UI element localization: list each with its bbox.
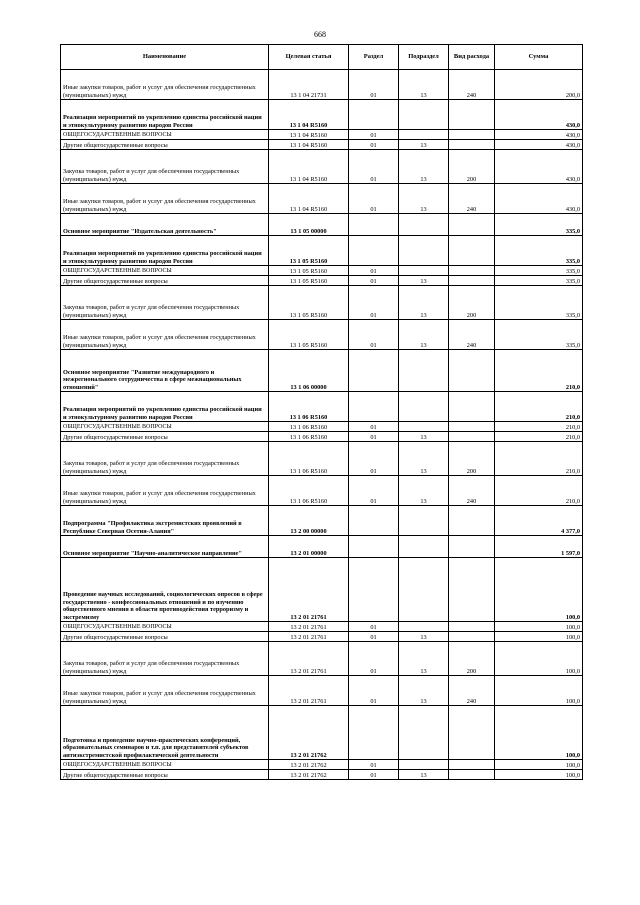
cell-sum: 210,0 [495,422,583,432]
header-row [61,45,583,70]
cell-name: Проведение научных исследований, социологических опросов в сфере государственно - конфессиональных отношений и по изучению общественного мнения в области противодействия терроризму и экстремизму [61,558,269,622]
cell-subsection [399,100,449,130]
cell-target: 13 1 05 R5160 [269,276,349,286]
column-header-sum: Сумма [495,45,583,70]
cell-section [349,558,399,622]
cell-sum: 210,0 [495,392,583,422]
cell-sum: 335,0 [495,266,583,276]
cell-section [349,214,399,236]
cell-sum: 335,0 [495,320,583,350]
table-row [61,286,583,320]
cell-sum: 430,0 [495,184,583,214]
cell-target: 13 1 06 R5160 [269,432,349,442]
cell-exp-type [449,140,495,150]
column-header-subsection: Подраздел [399,45,449,70]
cell-sum: 100,0 [495,558,583,622]
cell-target: 13 2 01 21762 [269,770,349,780]
cell-section [349,100,399,130]
cell-exp-type [449,130,495,140]
cell-name: Иные закупки товаров, работ и услуг для обеспечения государственных (муниципальных) нужд [61,476,269,506]
cell-sum: 100,0 [495,706,583,760]
table-row [61,770,583,780]
cell-exp-type [449,432,495,442]
cell-sum: 210,0 [495,476,583,506]
cell-section [349,536,399,558]
cell-target: 13 1 05 R5160 [269,320,349,350]
cell-exp-type: 240 [449,476,495,506]
cell-target: 13 2 01 21761 [269,558,349,622]
table-row [61,184,583,214]
cell-target: 13 1 05 00000 [269,214,349,236]
cell-target: 13 1 06 R5160 [269,442,349,476]
cell-exp-type [449,622,495,632]
column-header-target: Целевая статья [269,45,349,70]
table-row [61,442,583,476]
cell-exp-type [449,632,495,642]
cell-section: 01 [349,320,399,350]
cell-exp-type: 200 [449,642,495,676]
cell-section: 01 [349,622,399,632]
cell-subsection [399,392,449,422]
cell-name: Реализация мероприятий по укреплению единства российской нации и этнокультурному развитию народов России [61,236,269,266]
table-row [61,476,583,506]
cell-exp-type [449,392,495,422]
cell-exp-type [449,214,495,236]
cell-name: Другие общегосударственные вопросы [61,140,269,150]
cell-name: Иные закупки товаров, работ и услуг для обеспечения государственных (муниципальных) нужд [61,320,269,350]
cell-sum: 335,0 [495,276,583,286]
table-row [61,432,583,442]
cell-sum: 1 597,0 [495,536,583,558]
cell-section: 01 [349,476,399,506]
cell-subsection [399,558,449,622]
cell-exp-type [449,266,495,276]
cell-sum: 4 377,0 [495,506,583,536]
cell-target: 13 1 05 R5160 [269,236,349,266]
budget-table [60,44,583,780]
cell-name: Основное мероприятие "Развитие международного и межрегионального сотрудничества в сфере межнациональных отношений" [61,350,269,392]
cell-sum: 100,0 [495,770,583,780]
column-header-exp-type: Вид расхода [449,45,495,70]
table-row [61,266,583,276]
cell-subsection [399,214,449,236]
cell-subsection: 13 [399,642,449,676]
cell-section [349,506,399,536]
cell-subsection: 13 [399,632,449,642]
table-row [61,140,583,150]
cell-section: 01 [349,276,399,286]
cell-exp-type: 200 [449,442,495,476]
cell-exp-type [449,506,495,536]
cell-target: 13 1 06 00000 [269,350,349,392]
cell-target: 13 1 05 R5160 [269,286,349,320]
cell-target: 13 2 01 00000 [269,536,349,558]
cell-subsection: 13 [399,320,449,350]
table-row [61,622,583,632]
cell-exp-type [449,770,495,780]
cell-section: 01 [349,130,399,140]
cell-section: 01 [349,422,399,432]
cell-section: 01 [349,184,399,214]
cell-target: 13 1 04 R5160 [269,140,349,150]
table-row [61,236,583,266]
cell-target: 13 1 04 21731 [269,70,349,100]
cell-section [349,350,399,392]
table-row [61,706,583,760]
cell-name: Основное мероприятие "Научно-аналитическое направление" [61,536,269,558]
cell-name: Закупка товаров, работ и услуг для обеспечения государственных (муниципальных) нужд [61,286,269,320]
cell-name: Подготовка и проведение научно-практических конференций, образовательных семинаров и т.п. для представителей субъектов антиэкстремистской профилактической деятельности [61,706,269,760]
cell-name: Реализация мероприятий по укреплению единства российской нации и этнокультурному развитию народов России [61,100,269,130]
cell-name: Другие общегосударственные вопросы [61,770,269,780]
cell-target: 13 2 01 21761 [269,676,349,706]
cell-sum: 100,0 [495,622,583,632]
cell-name: Иные закупки товаров, работ и услуг для обеспечения государственных (муниципальных) нужд [61,184,269,214]
cell-exp-type [449,536,495,558]
cell-subsection [399,350,449,392]
table-row [61,642,583,676]
cell-name: Основное мероприятие "Издательская деятельность" [61,214,269,236]
table-row [61,150,583,184]
cell-subsection [399,506,449,536]
cell-section: 01 [349,632,399,642]
cell-sum: 430,0 [495,130,583,140]
cell-target: 13 1 04 R5160 [269,130,349,140]
column-header-name: Наименование [61,45,269,70]
cell-sum: 100,0 [495,632,583,642]
cell-subsection: 13 [399,676,449,706]
cell-section [349,706,399,760]
cell-section: 01 [349,642,399,676]
cell-subsection: 13 [399,276,449,286]
cell-name: Иные закупки товаров, работ и услуг для обеспечения государственных (муниципальных) нужд [61,676,269,706]
cell-section: 01 [349,266,399,276]
cell-exp-type: 200 [449,150,495,184]
table-row [61,350,583,392]
cell-target: 13 2 01 21761 [269,622,349,632]
page-number: 668 [314,30,326,39]
cell-sum: 100,0 [495,642,583,676]
cell-subsection: 13 [399,150,449,184]
cell-target: 13 1 06 R5160 [269,422,349,432]
cell-exp-type: 240 [449,676,495,706]
cell-section: 01 [349,286,399,320]
cell-sum: 210,0 [495,350,583,392]
cell-exp-type: 240 [449,70,495,100]
cell-name: Реализация мероприятий по укреплению единства российской нации и этнокультурному развитию народов России [61,392,269,422]
cell-exp-type [449,236,495,266]
cell-sum: 430,0 [495,140,583,150]
cell-sum: 430,0 [495,150,583,184]
cell-sum: 100,0 [495,676,583,706]
cell-target: 13 1 06 R5160 [269,476,349,506]
cell-subsection: 13 [399,476,449,506]
cell-subsection: 13 [399,770,449,780]
cell-exp-type [449,350,495,392]
cell-sum: 200,0 [495,70,583,100]
table-row [61,536,583,558]
cell-section: 01 [349,770,399,780]
cell-target: 13 2 01 21761 [269,632,349,642]
cell-name: ОБЩЕГОСУДАРСТВЕННЫЕ ВОПРОСЫ [61,760,269,770]
table-row [61,676,583,706]
cell-sum: 335,0 [495,236,583,266]
table-body [61,70,583,780]
cell-section: 01 [349,442,399,476]
cell-subsection [399,536,449,558]
cell-subsection [399,622,449,632]
cell-sum: 210,0 [495,442,583,476]
cell-section: 01 [349,140,399,150]
table-row [61,214,583,236]
cell-section: 01 [349,432,399,442]
cell-name: Иные закупки товаров, работ и услуг для обеспечения государственных (муниципальных) нужд [61,70,269,100]
cell-section: 01 [349,676,399,706]
cell-exp-type [449,706,495,760]
cell-name: Закупка товаров, работ и услуг для обеспечения государственных (муниципальных) нужд [61,642,269,676]
table-row [61,100,583,130]
column-header-section: Раздел [349,45,399,70]
cell-sum: 100,0 [495,760,583,770]
cell-subsection: 13 [399,442,449,476]
table-row [61,558,583,622]
cell-subsection: 13 [399,286,449,320]
cell-exp-type: 240 [449,184,495,214]
cell-target: 13 1 04 R5160 [269,100,349,130]
cell-target: 13 2 01 21761 [269,642,349,676]
cell-exp-type: 200 [449,286,495,320]
cell-sum: 430,0 [495,100,583,130]
table-row [61,392,583,422]
cell-section: 01 [349,760,399,770]
cell-subsection [399,422,449,432]
table-row [61,760,583,770]
cell-target: 13 2 01 21762 [269,760,349,770]
cell-target: 13 1 05 R5160 [269,266,349,276]
cell-name: ОБЩЕГОСУДАРСТВЕННЫЕ ВОПРОСЫ [61,422,269,432]
cell-exp-type [449,276,495,286]
cell-subsection: 13 [399,432,449,442]
cell-name: Другие общегосударственные вопросы [61,276,269,286]
cell-subsection [399,706,449,760]
cell-name: ОБЩЕГОСУДАРСТВЕННЫЕ ВОПРОСЫ [61,622,269,632]
cell-subsection: 13 [399,184,449,214]
cell-sum: 210,0 [495,432,583,442]
cell-exp-type [449,422,495,432]
cell-sum: 335,0 [495,214,583,236]
cell-section [349,392,399,422]
cell-name: Другие общегосударственные вопросы [61,432,269,442]
cell-subsection [399,266,449,276]
table-row [61,632,583,642]
cell-name: Закупка товаров, работ и услуг для обеспечения государственных (муниципальных) нужд [61,150,269,184]
cell-name: Закупка товаров, работ и услуг для обеспечения государственных (муниципальных) нужд [61,442,269,476]
cell-exp-type: 240 [449,320,495,350]
cell-target: 13 2 01 21762 [269,706,349,760]
cell-section: 01 [349,150,399,184]
cell-subsection: 13 [399,140,449,150]
table-row [61,276,583,286]
cell-name: Другие общегосударственные вопросы [61,632,269,642]
cell-name: Подпрограмма "Профилактика экстремистских проявлений в Республике Северная Осетия-Алания" [61,506,269,536]
cell-target: 13 1 04 R5160 [269,184,349,214]
cell-subsection [399,130,449,140]
cell-target: 13 2 00 00000 [269,506,349,536]
cell-sum: 335,0 [495,286,583,320]
cell-subsection [399,236,449,266]
table-row [61,320,583,350]
cell-exp-type [449,100,495,130]
cell-section: 01 [349,70,399,100]
cell-subsection: 13 [399,70,449,100]
table-row [61,422,583,432]
table-row [61,506,583,536]
cell-exp-type [449,558,495,622]
cell-name: ОБЩЕГОСУДАРСТВЕННЫЕ ВОПРОСЫ [61,130,269,140]
cell-target: 13 1 06 R5160 [269,392,349,422]
table-row [61,70,583,100]
table-row [61,130,583,140]
cell-target: 13 1 04 R5160 [269,150,349,184]
cell-subsection [399,760,449,770]
cell-exp-type [449,760,495,770]
cell-section [349,236,399,266]
cell-name: ОБЩЕГОСУДАРСТВЕННЫЕ ВОПРОСЫ [61,266,269,276]
